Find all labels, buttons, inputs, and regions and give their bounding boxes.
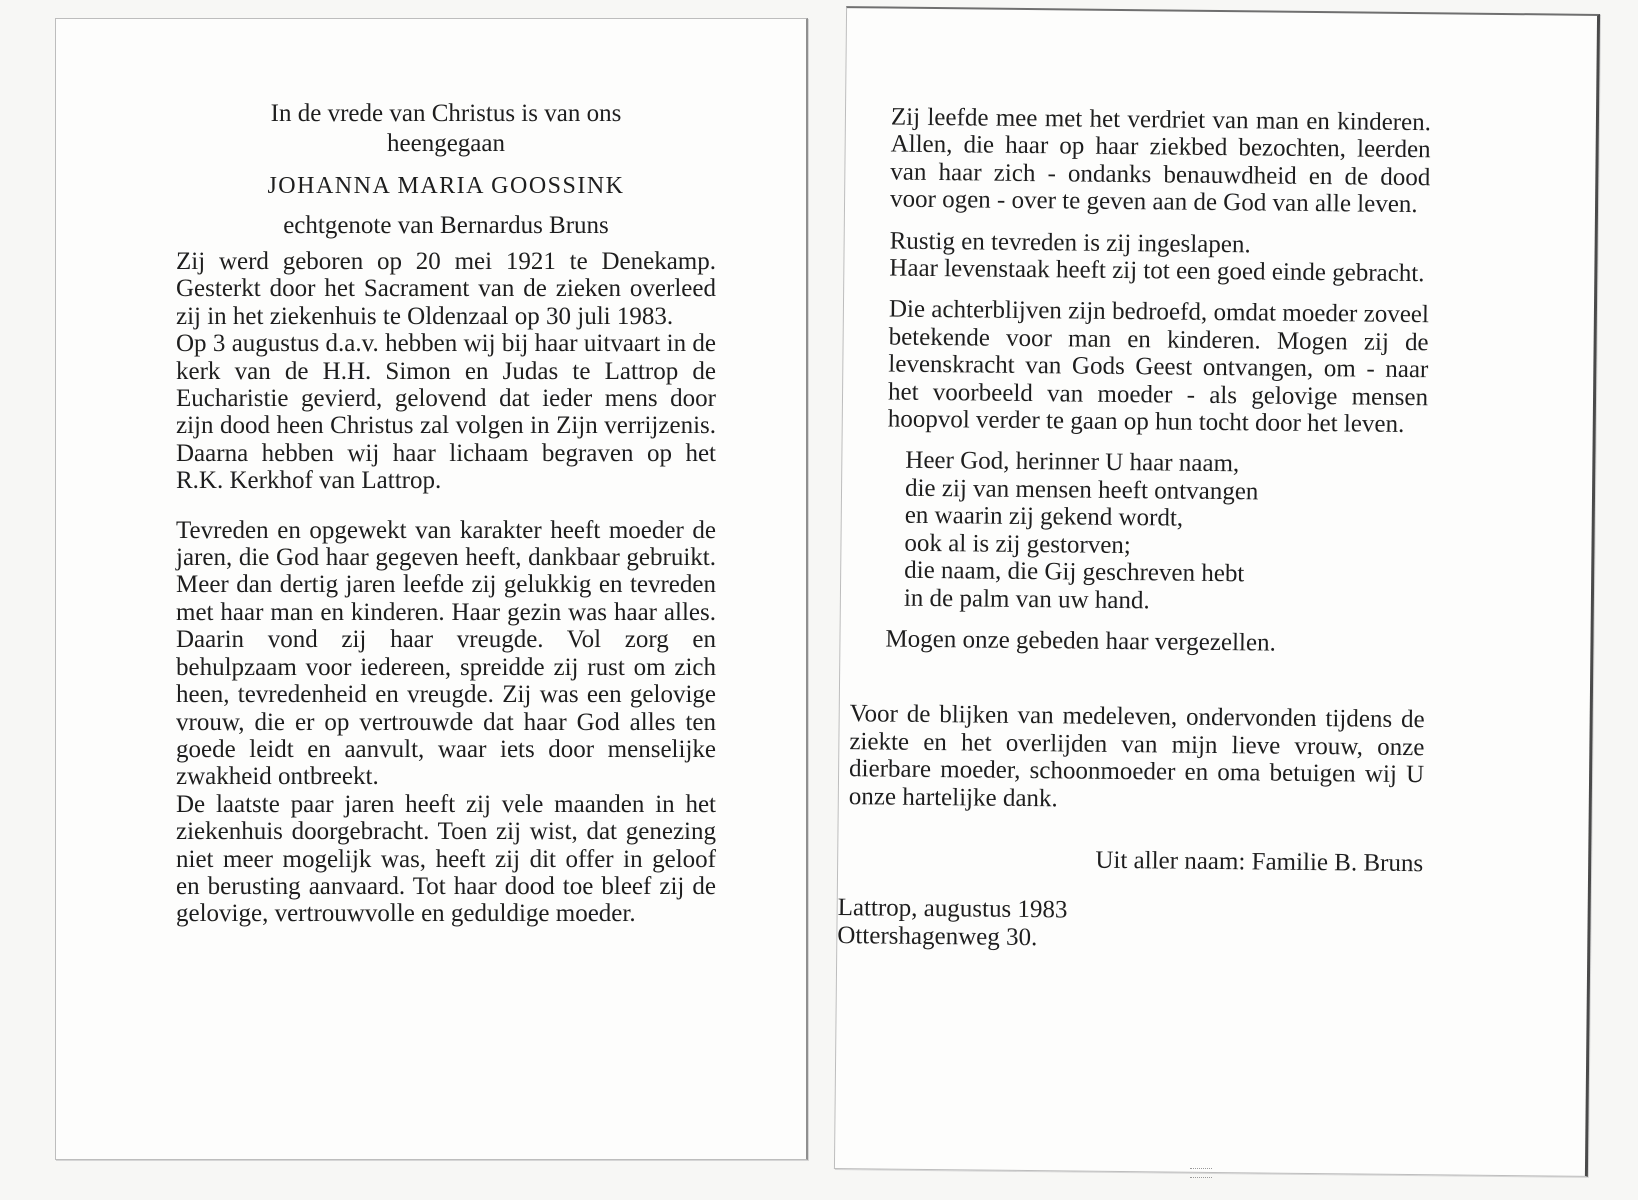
address: Ottershagenweg 30.: [837, 921, 1038, 952]
rest-paragraph: [889, 227, 1430, 287]
poem-line: en waarin zij gekend wordt,: [904, 502, 1184, 532]
deceased-name: JOHANNA MARIA GOOSSINK: [267, 173, 625, 199]
right-page-content: [837, 103, 1432, 957]
family-signature: Uit aller naam: Familie B. Bruns: [1095, 846, 1424, 878]
place-date: Lattrop, augustus 1983: [837, 893, 1068, 924]
poem-line: ook al is zij gestorven;: [904, 529, 1131, 559]
birth-death-paragraph: Zij werd geboren op 20 mei 1921 te Denekamp. Gesterkt door het Sacrament van de zieken overleed zij in het ziekenhuis te Oldenzaal op 30 juli 1983.: [176, 248, 716, 330]
poem: [904, 447, 1428, 617]
memorial-card-left-page: [55, 18, 808, 1160]
rest-line-1: Rustig en tevreden is zij ingeslapen.: [889, 227, 1251, 258]
memorial-card-right-page: [834, 6, 1600, 1177]
shared-grief-paragraph: Zij leefde mee met het verdriet van man en kinderen. Allen, die haar op haar ziekbed bezochten, leerden van haar zich - ondanks benauwdheid en de dood voor ogen - over te geven aan de God van alle leven.: [889, 103, 1432, 219]
place-and-address: [837, 894, 1423, 956]
intro-line-1: In de vrede van Christus is van ons: [270, 100, 622, 127]
scan-fold-mark: [1190, 1168, 1212, 1178]
poem-line: die zij van mensen heeft ontvangen: [904, 474, 1259, 506]
rest-line-2: Haar levenstaak heeft zij tot een goed einde gebracht.: [889, 254, 1425, 288]
intro-text: [176, 99, 716, 159]
character-paragraph: Tevreden en opgewekt van karakter heeft moeder de jaren, die God haar gegeven heeft, dankbaar gebruikt. Meer dan dertig jaren leefde zij gelukkig en tevreden met haar man en kinderen. Haar gezin was haar alles. Daarin vond zij haar vreugde. Vol zorg en behulpzaam voor iedereen, spreidde zij rust om zich heen, tevredenheid en vreugde. Zij was een gelovige vrouw, die er op vertrouwde dat haar God alles ten goede leidt en aanvult, waar iets door menselijke zwakheid ontbreekt.: [176, 516, 716, 791]
poem-line: Heer God, herinner U haar naam,: [905, 447, 1240, 478]
last-years-paragraph: De laatste paar jaren heeft zij vele maanden in het ziekenhuis doorgebracht. Toen zij wist, dat genezing niet meer mogelijk was, heeft zij dit offer in geloof en berusting aanvaard. Tot haar dood toe bleef zij de gelovige, vertrouwvolle en geduldige moeder.: [176, 790, 716, 928]
funeral-paragraph: Op 3 augustus d.a.v. hebben wij bij haar uitvaart in de kerk van de H.H. Simon en Judas te Lattrop de Eucharistie gevierd, gelovend dat ieder mens door zijn dood heen Christus zal volgen in Zijn verrijzenis. Daarna hebben wij haar lichaam begraven op het R.K. Kerkhof van Lattrop.: [176, 330, 716, 495]
poem-line: in de palm van uw hand.: [903, 584, 1150, 614]
spouse-line: echtgenote van Bernardus Bruns: [283, 212, 609, 239]
prayer-line: Mogen onze gebeden haar vergezellen.: [885, 625, 1276, 657]
thanks-paragraph: Voor de blijken van medeleven, ondervonden tijdens de ziekte en het overlijden van mijn lieve vrouw, onze dierbare moeder, schoonmoeder en oma betuigen wij U onze hartelijke dank.: [848, 700, 1425, 812]
intro-line-2: heengegaan: [387, 130, 505, 157]
left-page-content: [176, 99, 716, 928]
bereaved-paragraph: Die achterblijven zijn bedroefd, omdat moeder zoveel betekende voor man en kinderen. Mogen zij de levenskracht van Gods Geest ontvangen, om - naar het voorbeeld van moeder - als gelovige mensen hoopvol verder te gaan op hun tocht door het leven.: [887, 295, 1430, 439]
poem-line: die naam, die Gij geschreven hebt: [904, 556, 1245, 588]
